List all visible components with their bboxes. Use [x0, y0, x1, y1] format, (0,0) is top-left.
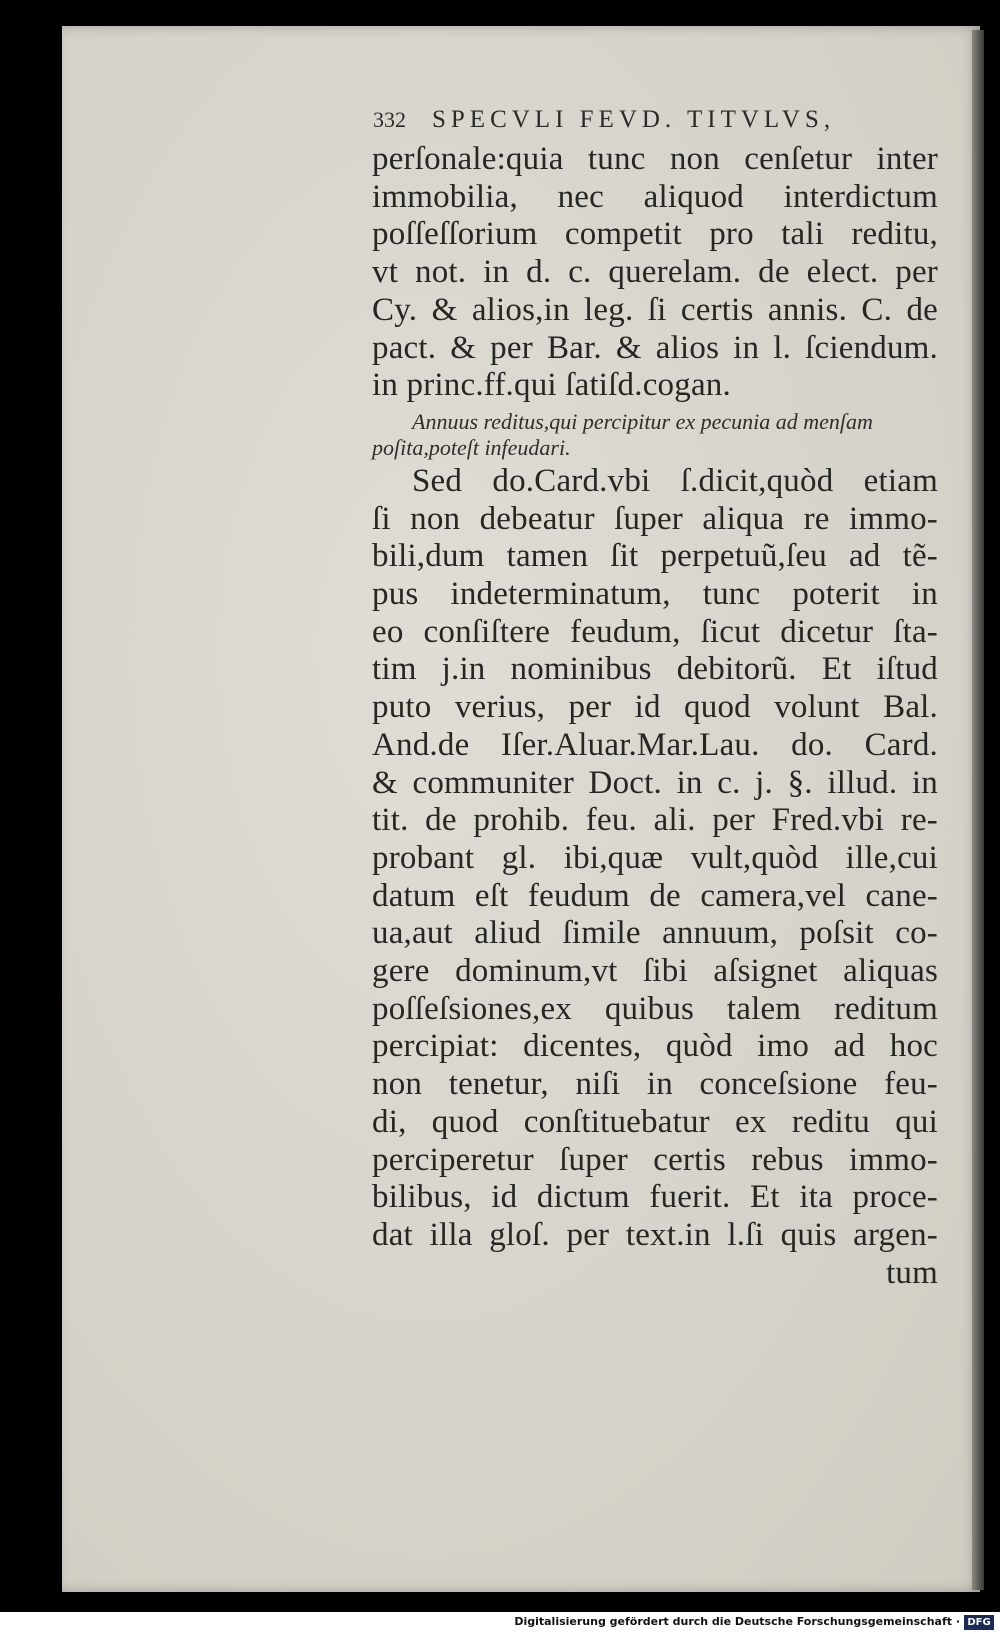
text-line: immobilia, nec aliquod interdictum [372, 178, 938, 215]
text-line: vt not. in d. c. querelam. de elect. per [372, 254, 938, 291]
text-line: puto verius, per id quod volunt Bal. [372, 689, 938, 726]
marginal-summary [372, 409, 938, 461]
catchword: tum [886, 1254, 938, 1291]
text-line: And.de Iſer.Aluar.Mar.Lau. do. Card. [372, 726, 938, 763]
text-line: pus indeterminatum, tunc poterit in [372, 576, 938, 613]
text-line: tim j.in nominibus debitorũ. Et iſtud [372, 651, 938, 688]
text-line: percipiat: dicentes, quòd imo ad hoc [372, 1028, 938, 1065]
text-line: perſonale:quia tunc non cenſetur inter [372, 141, 938, 177]
text-line: Sed do.Card.vbi ſ.dicit,quòd etiam [412, 462, 938, 499]
text-line: pact. & per Bar. & alios in l. ſciendum. [372, 329, 938, 366]
summary-line: Annuus reditus,qui percipitur ex pecunia ad menſam [412, 408, 873, 434]
digitization-footer [0, 1612, 1000, 1634]
text-line: poſſeſsiones,ex quibus talem reditum [372, 990, 938, 1027]
text-line: perciperetur ſuper certis rebus immo- [372, 1141, 938, 1178]
text-line: ua,aut aliud ſimile annuum, poſsit co- [372, 915, 938, 952]
text-line: tit. de prohib. feu. ali. per Fred.vbi re- [372, 802, 938, 839]
text-line: poſſeſſorium competit pro tali reditu, [372, 216, 938, 253]
page-number: 332 [373, 107, 406, 132]
page-edge-shadow [972, 30, 984, 1590]
running-header [373, 106, 933, 134]
summary-line: poſita,poteſt infeudari. [372, 434, 571, 460]
dfg-logo: DFG [964, 1615, 994, 1630]
text-line: non tenetur, niſi in conceſsione feu- [372, 1066, 938, 1103]
text-line: bili,dum tamen ſit perpetuũ,ſeu ad tẽ- [372, 538, 938, 575]
main-text-column [372, 141, 938, 1292]
text-line: probant gl. ibi,quæ vult,quòd ille,cui [372, 839, 938, 876]
text-line: bilibus, id dictum fuerit. Et ita proce- [372, 1179, 938, 1216]
text-line: datum eſt feudum de camera,vel cane- [372, 877, 938, 914]
text-line: & communiter Doct. in c. j. §. illud. in [372, 764, 938, 801]
text-line: Cy. & alios,in leg. ſi certis annis. C. de [372, 291, 938, 328]
text-line: ſi non debeatur ſuper aliqua re immo- [372, 500, 938, 537]
text-line: in princ.ff.qui ſatiſd.cogan. [372, 367, 731, 404]
funding-credit: Digitalisierung gefördert durch die Deutsche Forschungsgemeinschaft · [514, 1615, 960, 1628]
text-line: gere dominum,vt ſibi aſsignet aliquas [372, 953, 938, 990]
text-line: dat illa gloſ. per text.in l.ſi quis argen- [372, 1216, 938, 1253]
running-title: SPECVLI FEVD. TITVLVS, [432, 106, 836, 133]
text-line: eo conſiſtere feudum, ſicut dicetur ſta- [372, 613, 938, 650]
text-line: di, quod conſtituebatur ex reditu qui [372, 1103, 938, 1140]
